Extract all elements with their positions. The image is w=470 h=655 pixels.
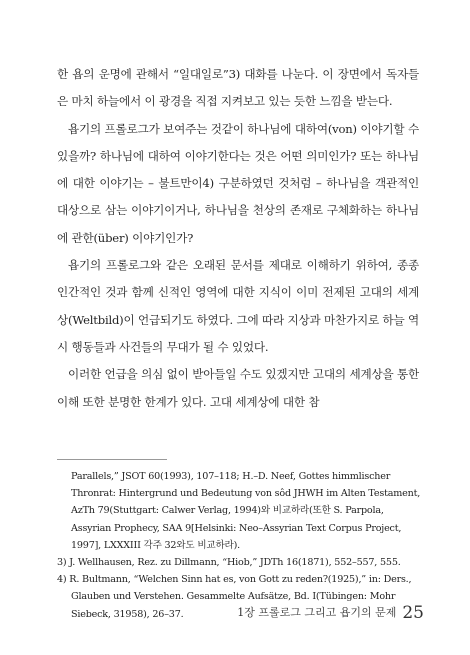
main-text <box>57 61 419 416</box>
footnote-divider <box>57 459 167 460</box>
running-head: 1장 프롤로그 그리고 욥기의 문제 <box>237 606 397 619</box>
paragraph-2: 욥기의 프롤로그가 보여주는 것같이 하나님에 대하여(von) 이야기할 수 있을까? 하나님에 대하여 이야기한다는 것은 어떤 의미인가? 또는 하나님에 대한 이야기는 – 불트만이4) 구분하였던 것처럼 – 하나님을 객관적인 대상으로 삼는 이야기이거나, 하나님을 천상의 존재로 구체화하는 하나님에 관한(über) 이야기인가? <box>57 121 419 245</box>
paragraph-1: 한 욥의 운명에 관해서 “일대일로”3) 대화를 나눈다. 이 장면에서 독자들은 마치 하늘에서 이 광경을 직접 지켜보고 있는 듯한 느낌을 받는다. <box>57 67 419 109</box>
footnote-3: 3) J. Wellhausen, Rez. zu Dillmann, “Hiob,” JDTh 16(1871), 552–557, 555. <box>57 557 401 569</box>
paragraph-3: 욥기의 프롤로그와 같은 오래된 문서를 제대로 이해하기 위하여, 종종 인간적인 것과 함께 신적인 영역에 대한 지식이 이미 전제된 고대의 세계상(Weltbild)이 언급되기도 하였다. 그에 따라 지상과 마찬가지로 하늘 역시 행동들과 사건들의 무대가 될 수 있었다. <box>57 258 419 354</box>
footnote-2-continued: Parallels,” JSOT 60(1993), 107–118; H.–D. Neef, Gottes himmlischer Thronrat: Hintergrund und Bedeutung von sôd JHWH im Alten Testament, AzTh 79(Stuttgart: Calwer Verlag, 1994)와 비교하라(또한 S. Parpola, Assyrian Prophecy, SAA 9[Helsinki: Neo–Assyrian Text Corpus Project, 1997], LXXXIII 각주 32와도 비교하라). <box>71 471 421 551</box>
page-footer <box>237 603 424 623</box>
page-number: 25 <box>402 603 424 623</box>
footnotes <box>57 468 423 623</box>
footnote-4: 4) R. Bultmann, “Welchen Sinn hat es, von Gott zu reden?(1925),” in: Ders., Glauben und Verstehen. Gesammelte Aufsätze, Bd. I(Tübingen: Mohr Siebeck, 31958), 26–37. <box>57 574 412 620</box>
paragraph-4: 이러한 언급을 의심 없이 받아들일 수도 있겠지만 고대의 세계상을 통한 이해 또한 분명한 한계가 있다. 고대 세계상에 대한 참 <box>57 367 419 409</box>
